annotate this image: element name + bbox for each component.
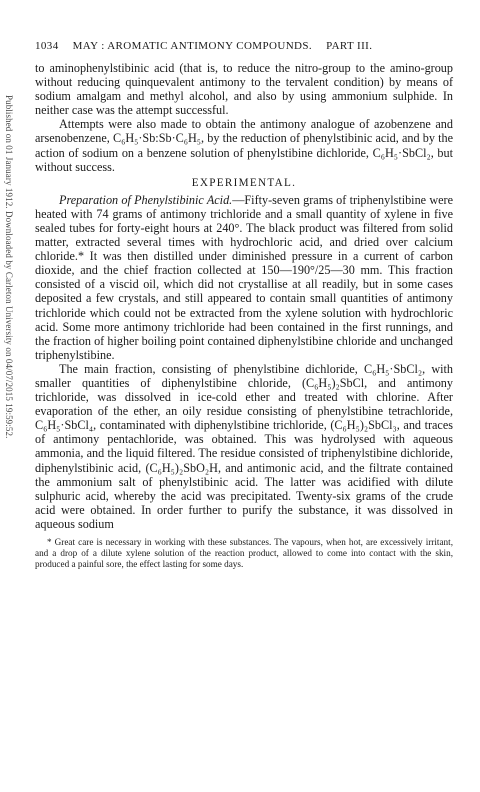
part-label: PART III. — [326, 40, 373, 52]
paragraph-attempts: Attempts were also made to obtain the antimony analogue of azobenzene and arsenobenzene, C₆H₅·Sb:Sb·C₆H₅, by the reduction of phenylstibinic acid, and by the action of sodium on a benzene solution of phenylstibine dichloride, C₆H₅·SbCl₂, but without success. — [35, 117, 453, 174]
preparation-text: Fifty-seven grams of triphenylstibine were heated with 74 grams of antimony trichloride and a small quantity of xylene in five sealed tubes for forty-eight hours at 240°. The black product was filtered from solid matter, extracted several times with hydrochloric acid, and dried over calcium chloride.* It was then distilled under diminished pressure in a current of carbon dioxide, and the chief fraction collected at 150—190°/25—30 mm. This fraction consisted of a viscid oil, which did not crystallise at all readily, but in some cases deposited a few crystals, and still appeared to contain small quantities of antimony trichloride which could not be extracted from the xylene solution with hydrochloric acid. Some more antimony trichloride had been contained in the first runnings, and the fraction of higher boiling point contained diphenylstibine chloride and unchanged triphenylstibine. — [35, 192, 453, 362]
running-title: MAY : AROMATIC ANTIMONY COMPOUNDS. — [72, 40, 313, 52]
paragraph-main-fraction: The main fraction, consisting of phenylstibine dichloride, C₆H₅·SbCl₂, with smaller quantities of diphenylstibine chloride, (C₆H₅)₂SbCl, and antimony trichloride, was dissolved in ice-cold ether and treated with chlorine. After evaporation of the ether, an oily residue consisting of phenylstibine tetrachloride, C₆H₅·SbCl₄, contaminated with diphenylstibine trichloride, (C₆H₅)₂SbCl₃, and traces of antimony pentachloride, was obtained. This was hydrolysed with aqueous ammonia, and the liquid filtered. The residue consisted of triphenylstibine dichloride, diphenylstibinic acid, (C₆H₅)₂SbO₂H, and antimonic acid, and the filtrate contained the ammonium salt of phenylstibinic acid. The latter was acidified with dilute sulphuric acid, whereby the acid was precipitated. Twenty-six grams of the crude acid were obtained. In order further to purify the substance, it was dissolved in aqueous sodium — [35, 361, 453, 531]
page-number: 1034 — [35, 40, 59, 52]
title-dash: — — [232, 192, 245, 207]
download-watermark — [3, 95, 17, 655]
paragraph-continued: to aminophenylstibinic acid (that is, to reduce the nitro-group to the amino-group without reducing quinquevalent antimony to the tervalent condition) by means of sodium amalgam and methyl alcohol, and also by using ammonium sulphide. In neither case was the attempt successful. — [35, 61, 453, 118]
run-in-title: Preparation of Phenylstibinic Acid. — [59, 192, 233, 207]
paragraph-preparation — [35, 193, 453, 362]
footnote: * Great care is necessary in working with these substances. The vapours, when hot, are excessively irritant, and a drop of a dilute xylene solution of the reaction product, allowed to come into contact with the skin, produced a painful sore, the effect lasting for some days. — [35, 537, 453, 570]
running-header — [35, 40, 453, 52]
section-heading: EXPERIMENTAL. — [191, 176, 297, 189]
journal-page — [35, 40, 453, 571]
download-watermark-text: Published on 01 January 1912. Downloaded by Carleton University on 04/07/2015 19:59:52. — [4, 95, 14, 439]
